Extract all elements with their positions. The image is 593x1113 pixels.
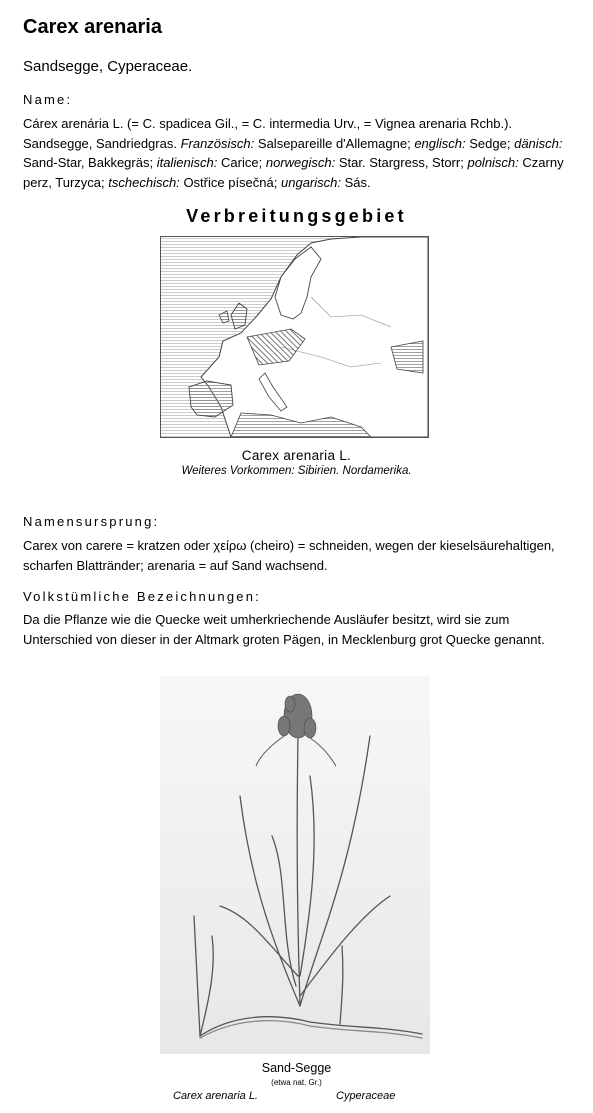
translation-text: Sand-Star, Bakkegräs; — [23, 155, 154, 170]
translation-text: Sedge; — [469, 135, 511, 151]
folk-heading: Volkstümliche Bezeichnungen: — [23, 589, 261, 604]
translation-language: tschechisch: — [108, 174, 180, 190]
map-heading: Verbreitungsgebiet — [186, 206, 407, 226]
translation-text: Sás. — [344, 174, 371, 190]
translation-text: Carice; — [221, 155, 263, 170]
name-intro: Cárex arenária L. (= C. spadicea Gil., = C. intermedia Urv., = Vignea arenaria Rchb.). Sandsegge, Sandriedgras. — [23, 116, 513, 151]
plant-scale-note: (etwa nat. Gr.) — [271, 1078, 322, 1087]
map-subcaption: Weiteres Vorkommen: Sibirien. Nordamerika. — [181, 465, 412, 477]
translation-language: norwegisch: — [265, 155, 336, 170]
plant-illustration — [160, 676, 430, 1054]
translation-language: Französisch: — [180, 135, 255, 151]
plant-latin-name: Carex arenaria L. — [173, 1090, 258, 1102]
translation-language: polnisch: — [467, 155, 519, 170]
page-title: Carex arenaria — [23, 16, 162, 38]
sand-sedge-drawing — [160, 676, 430, 1054]
name-heading: Name: — [23, 92, 73, 107]
folk-paragraph: Da die Pflanze wie die Quecke weit umherkriechende Ausläufer besitzt, wird sie zum Unterschied von dieser in der Altmark groten Pägen, in Mecklenburg grot Quecke genannt. — [23, 612, 545, 647]
translation-language: italienisch: — [156, 155, 218, 170]
plant-family: Cyperaceae — [336, 1090, 396, 1102]
map-caption: Carex arenaria L. — [241, 448, 352, 463]
name-paragraph — [23, 114, 571, 192]
translation-text: Czarny perz, Turzyca; — [23, 155, 564, 190]
translation-text: Ostřice písečná; — [183, 174, 278, 190]
distribution-map — [160, 236, 429, 438]
translation-text: Salsepareille d'Allemagne; — [257, 135, 411, 151]
europe-map-illustration — [161, 237, 428, 437]
origin-heading: Namensursprung: — [23, 514, 160, 529]
translation-language: englisch: — [414, 135, 466, 151]
translation-text: Star. Stargress, Storr; — [338, 155, 464, 170]
translation-language: ungarisch: — [281, 174, 341, 190]
page-subtitle: Sandsegge, Cyperaceae. — [23, 58, 193, 75]
origin-paragraph: Carex von carere = kratzen oder χείρω (cheiro) = schneiden, wegen der kieselsäurehaltigen, scharfen Blattränder; arenaria = auf Sand wachsend. — [23, 538, 555, 573]
translation-language: dänisch: — [514, 135, 563, 151]
plant-caption: Sand-Segge — [261, 1061, 332, 1075]
